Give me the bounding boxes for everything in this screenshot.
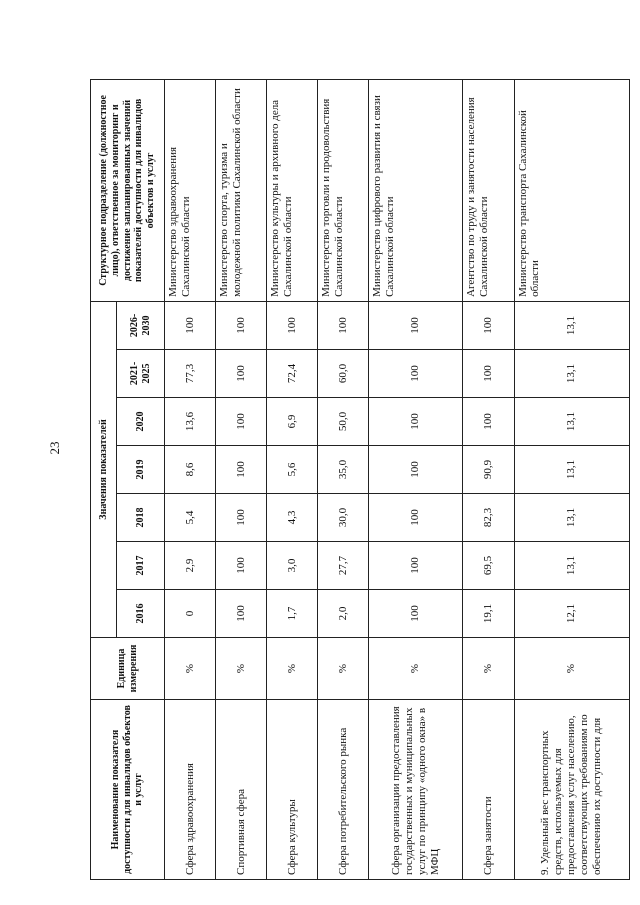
row-unit: % xyxy=(514,638,629,700)
row-value: 100 xyxy=(216,350,267,398)
row-value: 100 xyxy=(267,301,318,349)
row-value: 19,1 xyxy=(463,590,514,638)
table-row xyxy=(267,79,318,879)
row-responsible: Министерство торговли и продовольствия Сахалинской области xyxy=(318,79,369,301)
row-value: 100 xyxy=(216,542,267,590)
row-value: 13,6 xyxy=(165,398,216,446)
row-value: 2,9 xyxy=(165,542,216,590)
row-value: 100 xyxy=(463,350,514,398)
row-value: 100 xyxy=(369,542,463,590)
row-value: 100 xyxy=(216,301,267,349)
row-name: Сфера культуры xyxy=(267,700,318,880)
table-row xyxy=(165,79,216,879)
row-name: 9. Удельный вес транспортных средств, используемых для предоставления услуг населению, соответствующих требованиям по обеспечению их доступности для xyxy=(514,700,629,880)
row-value: 27,7 xyxy=(318,542,369,590)
row-value: 100 xyxy=(165,301,216,349)
table-row xyxy=(369,79,463,879)
row-value: 72,4 xyxy=(267,350,318,398)
header-year: 2020 xyxy=(117,398,165,446)
row-value: 90,9 xyxy=(463,446,514,494)
row-name: Сфера потребительского рынка xyxy=(318,700,369,880)
table-row xyxy=(463,79,514,879)
row-value: 50,0 xyxy=(318,398,369,446)
accessibility-indicators-table xyxy=(90,79,630,880)
header-year: 2018 xyxy=(117,494,165,542)
row-value: 100 xyxy=(369,446,463,494)
document-table-rotated xyxy=(90,80,630,880)
row-value: 13,1 xyxy=(514,350,629,398)
row-value: 0 xyxy=(165,590,216,638)
row-responsible: Министерство транспорта Сахалинской области xyxy=(514,79,629,301)
header-responsible: Структурное подразделение (должностное лицо), ответственное за мониторинг и достижение запланированных значений показателей доступности для инвалидов объектов и услуг xyxy=(91,79,165,301)
row-unit: % xyxy=(369,638,463,700)
table-row xyxy=(318,79,369,879)
row-unit: % xyxy=(463,638,514,700)
row-value: 5,4 xyxy=(165,494,216,542)
row-value: 8,6 xyxy=(165,446,216,494)
header-year: 2021-2025 xyxy=(117,350,165,398)
row-value: 13,1 xyxy=(514,446,629,494)
row-value: 100 xyxy=(369,301,463,349)
row-value: 13,1 xyxy=(514,494,629,542)
table-row xyxy=(216,79,267,879)
row-value: 13,1 xyxy=(514,398,629,446)
row-responsible: Министерство здравоохранения Сахалинской области xyxy=(165,79,216,301)
header-year: 2026-2030 xyxy=(117,301,165,349)
page-number: 23 xyxy=(47,441,62,455)
row-value: 13,1 xyxy=(514,542,629,590)
row-value: 5,6 xyxy=(267,446,318,494)
row-value: 60,0 xyxy=(318,350,369,398)
row-value: 100 xyxy=(369,350,463,398)
row-responsible: Министерство культуры и архивного дела Сахалинской области xyxy=(267,79,318,301)
row-unit: % xyxy=(216,638,267,700)
row-value: 100 xyxy=(369,494,463,542)
row-responsible: Министерство цифрового развития и связи Сахалинской области xyxy=(369,79,463,301)
row-responsible: Агентство по труду и занятости населения Сахалинской области xyxy=(463,79,514,301)
header-year: 2016 xyxy=(117,590,165,638)
row-value: 2,0 xyxy=(318,590,369,638)
row-value: 100 xyxy=(216,590,267,638)
header-year: 2017 xyxy=(117,542,165,590)
row-value: 13,1 xyxy=(514,301,629,349)
row-value: 82,3 xyxy=(463,494,514,542)
row-name: Спортивная сфера xyxy=(216,700,267,880)
table-row xyxy=(514,79,629,879)
row-value: 6,9 xyxy=(267,398,318,446)
row-value: 100 xyxy=(318,301,369,349)
row-value: 69,5 xyxy=(463,542,514,590)
header-values-group: Значения показателей xyxy=(91,301,117,637)
row-value: 12,1 xyxy=(514,590,629,638)
row-unit: % xyxy=(165,638,216,700)
row-unit: % xyxy=(318,638,369,700)
row-name: Сфера занятости xyxy=(463,700,514,880)
header-year: 2019 xyxy=(117,446,165,494)
row-value: 100 xyxy=(369,398,463,446)
row-name: Сфера организации предоставления государственных и муниципальных услуг по принципу «одного окна» в МФЦ xyxy=(369,700,463,880)
row-value: 100 xyxy=(216,398,267,446)
row-value: 30,0 xyxy=(318,494,369,542)
row-value: 100 xyxy=(463,398,514,446)
row-value: 100 xyxy=(216,446,267,494)
row-name: Сфера здравоохранения xyxy=(165,700,216,880)
row-value: 100 xyxy=(216,494,267,542)
row-value: 77,3 xyxy=(165,350,216,398)
row-responsible: Министерство спорта, туризма и молодежной политики Сахалинской области xyxy=(216,79,267,301)
row-unit: % xyxy=(267,638,318,700)
header-name: Наименование показателя доступности для инвалидов объектов и услуг xyxy=(91,700,165,880)
row-value: 1,7 xyxy=(267,590,318,638)
row-value: 4,3 xyxy=(267,494,318,542)
header-unit: Единица измерения xyxy=(91,638,165,700)
row-value: 100 xyxy=(463,301,514,349)
row-value: 100 xyxy=(369,590,463,638)
row-value: 3,0 xyxy=(267,542,318,590)
row-value: 35,0 xyxy=(318,446,369,494)
